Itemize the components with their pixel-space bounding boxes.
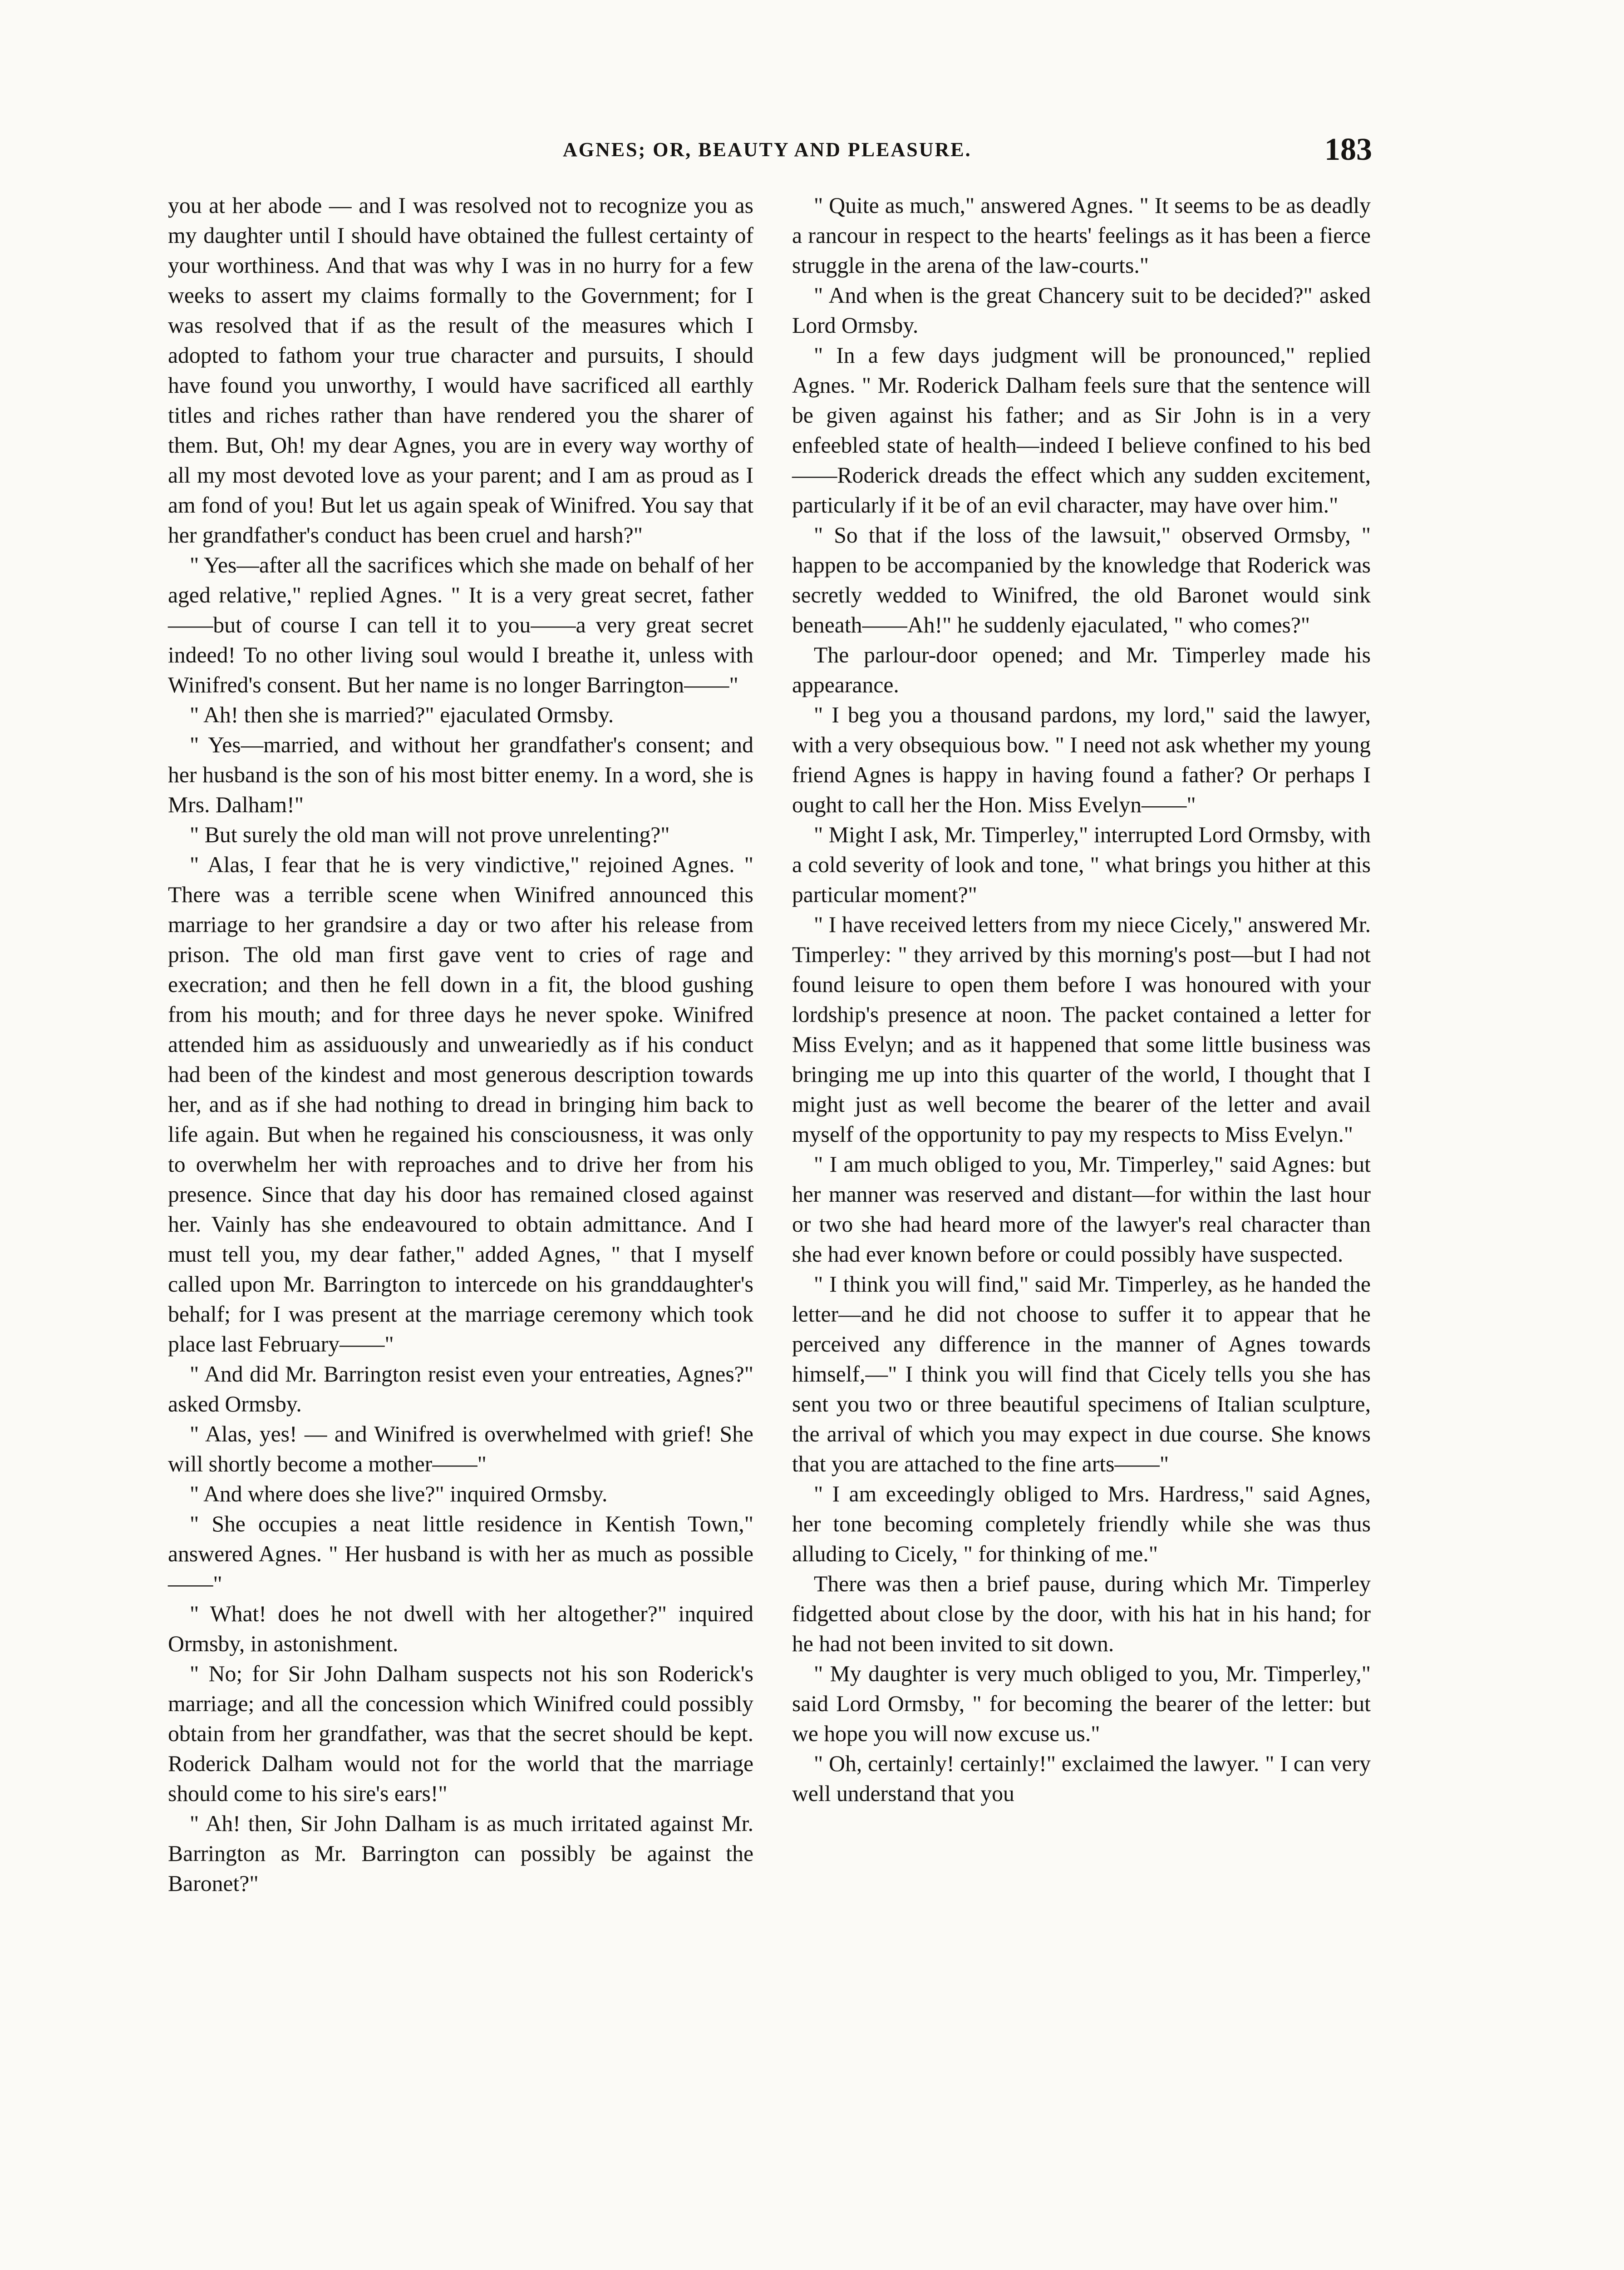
paragraph: " In a few days judgment will be pronounced," replied Agnes. " Mr. Roderick Dalham feels sure that the sentence will be given against his father; and as Sir John is in a very enfeebled state of health—indeed I believe confined to his bed——Roderick dreads the effect which any sudden excitement, particularly if it be of an evil character, may have over him." — [792, 343, 1371, 518]
paragraph: " Might I ask, Mr. Timperley," interrupted Lord Ormsby, with a cold severity of look and tone, " what brings you hither at this particular moment?" — [792, 822, 1371, 907]
paragraph: " No; for Sir John Dalham suspects not his son Roderick's marriage; and all the concession which Winifred could possibly obtain from her grandfather, was that the secret should be kept. Roderick Dalham would not for the world that the marriage should come to his sire's ears!" — [168, 1661, 753, 1806]
paragraph: " I am much obliged to you, Mr. Timperley," said Agnes: but her manner was reserved and distant—for within the last hour or two she had heard more of the lawyer's real character than she had ever known before or could possibly have suspected. — [792, 1152, 1371, 1267]
paragraph: " But surely the old man will not prove unrelenting?" — [190, 822, 670, 847]
paragraph: " She occupies a neat little residence in Kentish Town," answered Agnes. " Her husband is with her as much as possible——" — [168, 1511, 753, 1596]
right-column — [792, 191, 1371, 1809]
paragraph: " And when is the great Chancery suit to be decided?" asked Lord Ormsby. — [792, 283, 1371, 338]
left-column — [168, 191, 753, 1899]
paragraph: " Oh, certainly! certainly!" exclaimed the lawyer. " I can very well understand that you — [792, 1751, 1371, 1806]
paragraph: " Yes—married, and without her grandfather's consent; and her husband is the son of his most bitter enemy. In a word, she is Mrs. Dalham!" — [168, 732, 753, 817]
paragraph: " I have received letters from my niece Cicely," answered Mr. Timperley: " they arrived by this morning's post—but I had not found leisure to open them before I was honoured with your lordship's presence at noon. The packet contained a letter for Miss Evelyn; and as it happened that some little business was bringing me up into this quarter of the world, I thought that I might just as well become the bearer of the letter and avail myself of the opportunity to pay my respects to Miss Evelyn." — [792, 912, 1371, 1147]
paragraph: " Yes—after all the sacrifices which she made on behalf of her aged relative," replied Agnes. " It is a very great secret, father——but of course I can tell it to you——a very great secret indeed! To no other living soul would I breathe it, unless with Winifred's consent. But her name is no longer Barrington——" — [168, 553, 753, 697]
paragraph: " Ah! then she is married?" ejaculated Ormsby. — [190, 702, 614, 727]
paragraph: you at her abode — and I was resolved not to recognize you as my daughter until I should have obtained the fullest certainty of your worthiness. And that was why I was in no hurry for a few weeks to assert my claims formally to the Government; for I was resolved that if as the result of the measures which I adopted to fathom your true character and pursuits, I should have found you unworthy, I would have sacrificed all earthly titles and riches rather than have rendered you the sharer of them. But, Oh! my dear Agnes, you are in every way worthy of all my most devoted love as your parent; and I am as proud as I am fond of you! But let us again speak of Winifred. You say that her grandfather's conduct has been cruel and harsh?" — [168, 193, 753, 548]
paragraph: The parlour-door opened; and Mr. Timperley made his appearance. — [792, 642, 1371, 697]
paragraph: " I think you will find," said Mr. Timperley, as he handed the letter—and he did not choose to suffer it to appear that he perceived any difference in the manner of Agnes towards himself,—" I think you will find that Cicely tells you she has sent you two or three beautiful specimens of Italian sculpture, the arrival of which you may expect in due course. She knows that you are attached to the fine arts——" — [792, 1272, 1371, 1476]
paragraph: There was then a brief pause, during which Mr. Timperley fidgetted about close by the door, with his hat in his hand; for he had not been invited to sit down. — [792, 1571, 1371, 1656]
paragraph: " Alas, yes! — and Winifred is overwhelmed with grief! She will shortly become a mother——" — [168, 1421, 753, 1476]
paragraph: " And where does she live?" inquired Ormsby. — [190, 1481, 608, 1506]
paragraph: " I beg you a thousand pardons, my lord," said the lawyer, with a very obsequious bow. " I need not ask whether my young friend Agnes is happy in having found a father? Or perhaps I ought to call her the Hon. Miss Evelyn——" — [792, 702, 1371, 817]
paragraph: " My daughter is very much obliged to you, Mr. Timperley," said Lord Ormsby, " for becoming the bearer of the letter: but we hope you will now excuse us." — [792, 1661, 1371, 1746]
paragraph: " Ah! then, Sir John Dalham is as much irritated against Mr. Barrington as Mr. Barrington can possibly be against the Baronet?" — [168, 1811, 753, 1896]
page-header — [0, 132, 1624, 173]
paragraph: " I am exceedingly obliged to Mrs. Hardress," said Agnes, her tone becoming completely friendly while she was thus alluding to Cicely, " for thinking of me." — [792, 1481, 1371, 1566]
paragraph: " Quite as much," answered Agnes. " It seems to be as deadly a rancour in respect to the hearts' feelings as it has been a fierce struggle in the arena of the law-courts." — [792, 193, 1371, 278]
paragraph: " What! does he not dwell with her altogether?" inquired Ormsby, in astonishment. — [168, 1601, 753, 1656]
paragraph: " And did Mr. Barrington resist even your entreaties, Agnes?" asked Ormsby. — [168, 1362, 753, 1416]
paragraph: " So that if the loss of the lawsuit," observed Ormsby, " happen to be accompanied by the knowledge that Roderick was secretly wedded to Winifred, the old Baronet would sink beneath——Ah!" he suddenly ejaculated, " who comes?" — [792, 523, 1371, 637]
page-number: 183 — [1324, 132, 1372, 167]
paragraph: " Alas, I fear that he is very vindictive," rejoined Agnes. " There was a terrible scene when Winifred announced this marriage to her grandsire a day or two after his release from prison. The old man first gave vent to cries of rage and execration; and then he fell down in a fit, the blood gushing from his mouth; and for three days he never spoke. Winifred attended him as assiduously and unweariedly as if his conduct had been of the kindest and most generous description towards her, and as if she had nothing to dread in bringing him back to life again. But when he regained his consciousness, it was only to overwhelm her with reproaches and to drive her from his presence. Since that day his door has remained closed against her. Vainly has she endeavoured to obtain admittance. And I must tell you, my dear father," added Agnes, " that I myself called upon Mr. Barrington to intercede on his granddaughter's behalf; for I was present at the marriage ceremony which took place last February——" — [168, 852, 753, 1357]
running-title: AGNES; OR, BEAUTY AND PLEASURE. — [563, 138, 972, 161]
